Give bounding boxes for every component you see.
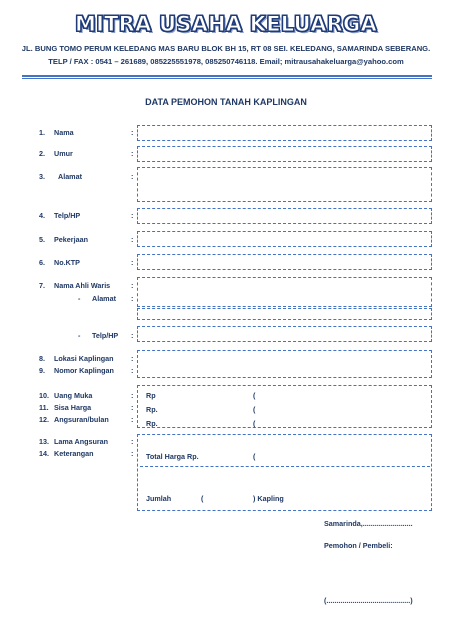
field-colon: :	[131, 211, 134, 220]
field-label-lokasi: Lokasi Kaplingan	[54, 354, 114, 363]
signature-place-date: Samarinda,.........................	[324, 519, 413, 528]
company-name: MITRA USAHA KELUARGA	[75, 12, 377, 36]
kapling-label: ) Kapling	[253, 494, 284, 503]
field-label-waris-telp: Telp/HP	[92, 331, 119, 340]
field-number: 13.	[39, 437, 49, 446]
field-label-ahli-waris: Nama Ahli Waris	[54, 281, 111, 290]
field-number: 6.	[39, 258, 45, 267]
alamat-field[interactable]	[137, 167, 432, 202]
signature-name-line: (..........................................)	[324, 596, 413, 605]
pekerjaan-field[interactable]	[137, 231, 432, 247]
field-number: 4.	[39, 211, 45, 220]
field-colon: :	[131, 415, 134, 424]
angsuran-rp: Rp.	[146, 419, 158, 428]
field-colon: :	[131, 128, 134, 137]
payment-box[interactable]	[137, 385, 432, 428]
company-contact: TELP / FAX : 0541 – 261689, 085225551978, 085250746118. Email; mitrausahakeluarga@yahoo.com	[48, 57, 404, 66]
field-number: 8.	[39, 354, 45, 363]
field-label-ktp: No.KTP	[54, 258, 80, 267]
nama-field[interactable]	[137, 125, 432, 141]
field-label-nomor: Nomor Kaplingan	[54, 366, 114, 375]
field-colon: :	[131, 235, 134, 244]
jumlah-paren: (	[201, 494, 204, 503]
form-title: DATA PEMOHON TANAH KAPLINGAN	[145, 97, 307, 107]
field-colon: :	[131, 354, 134, 363]
field-colon: :	[131, 366, 134, 375]
field-number: 12.	[39, 415, 49, 424]
umur-field[interactable]	[137, 146, 432, 162]
field-number: 10.	[39, 391, 49, 400]
field-label-telp: Telp/HP	[54, 211, 81, 220]
field-colon: :	[131, 449, 134, 458]
field-label-lama: Lama Angsuran	[54, 437, 109, 446]
uang-muka-rp: Rp	[146, 391, 156, 400]
angsuran-paren: (	[253, 419, 256, 428]
field-label-nama: Nama	[54, 128, 74, 137]
waris-telp-field[interactable]	[137, 326, 432, 342]
field-label-pekerjaan: Pekerjaan	[54, 235, 88, 244]
field-colon: :	[131, 258, 134, 267]
field-colon: :	[131, 437, 134, 446]
ahli-waris-field[interactable]	[137, 277, 432, 307]
field-number: 14.	[39, 449, 49, 458]
field-number: 3.	[39, 172, 45, 181]
sisa-harga-paren: (	[253, 405, 256, 414]
field-bullet: -	[78, 294, 81, 303]
field-label-keterangan: Keterangan	[54, 449, 94, 458]
field-number: 9.	[39, 366, 45, 375]
field-number: 5.	[39, 235, 45, 244]
keterangan-divider	[140, 466, 430, 467]
field-colon: :	[131, 331, 134, 340]
company-address: JL. BUNG TOMO PERUM KELEDANG MAS BARU BLOK BH 15, RT 08 SEI. KELEDANG, SAMARINDA SEBERANG.	[21, 44, 431, 53]
field-number: 11.	[39, 403, 49, 412]
keterangan-box[interactable]	[137, 434, 432, 511]
field-label-umur: Umur	[54, 149, 73, 158]
total-harga-label: Total Harga Rp.	[146, 452, 199, 461]
field-colon: :	[131, 172, 134, 181]
field-number: 1.	[39, 128, 45, 137]
field-label-angsuran: Angsuran/bulan	[54, 415, 109, 424]
field-label-alamat: Alamat	[58, 172, 82, 181]
uang-muka-paren: (	[253, 391, 256, 400]
waris-alamat-field[interactable]	[137, 308, 432, 320]
field-colon: :	[131, 149, 134, 158]
jumlah-label: Jumlah	[146, 494, 172, 503]
field-colon: :	[131, 281, 134, 290]
lokasi-nomor-field[interactable]	[137, 350, 432, 378]
field-colon: :	[131, 391, 134, 400]
telp-field[interactable]	[137, 208, 432, 224]
field-colon: :	[131, 294, 134, 303]
total-harga-paren: (	[253, 452, 256, 461]
field-label-uang-muka: Uang Muka	[54, 391, 93, 400]
field-colon: :	[131, 403, 134, 412]
field-label-waris-alamat: Alamat	[92, 294, 116, 303]
field-label-sisa-harga: Sisa Harga	[54, 403, 92, 412]
header-divider	[22, 75, 432, 79]
field-number: 2.	[39, 149, 45, 158]
signature-role: Pemohon / Pembeli:	[324, 541, 393, 550]
field-number: 7.	[39, 281, 45, 290]
field-bullet: -	[78, 331, 81, 340]
ktp-field[interactable]	[137, 254, 432, 270]
sisa-harga-rp: Rp.	[146, 405, 158, 414]
